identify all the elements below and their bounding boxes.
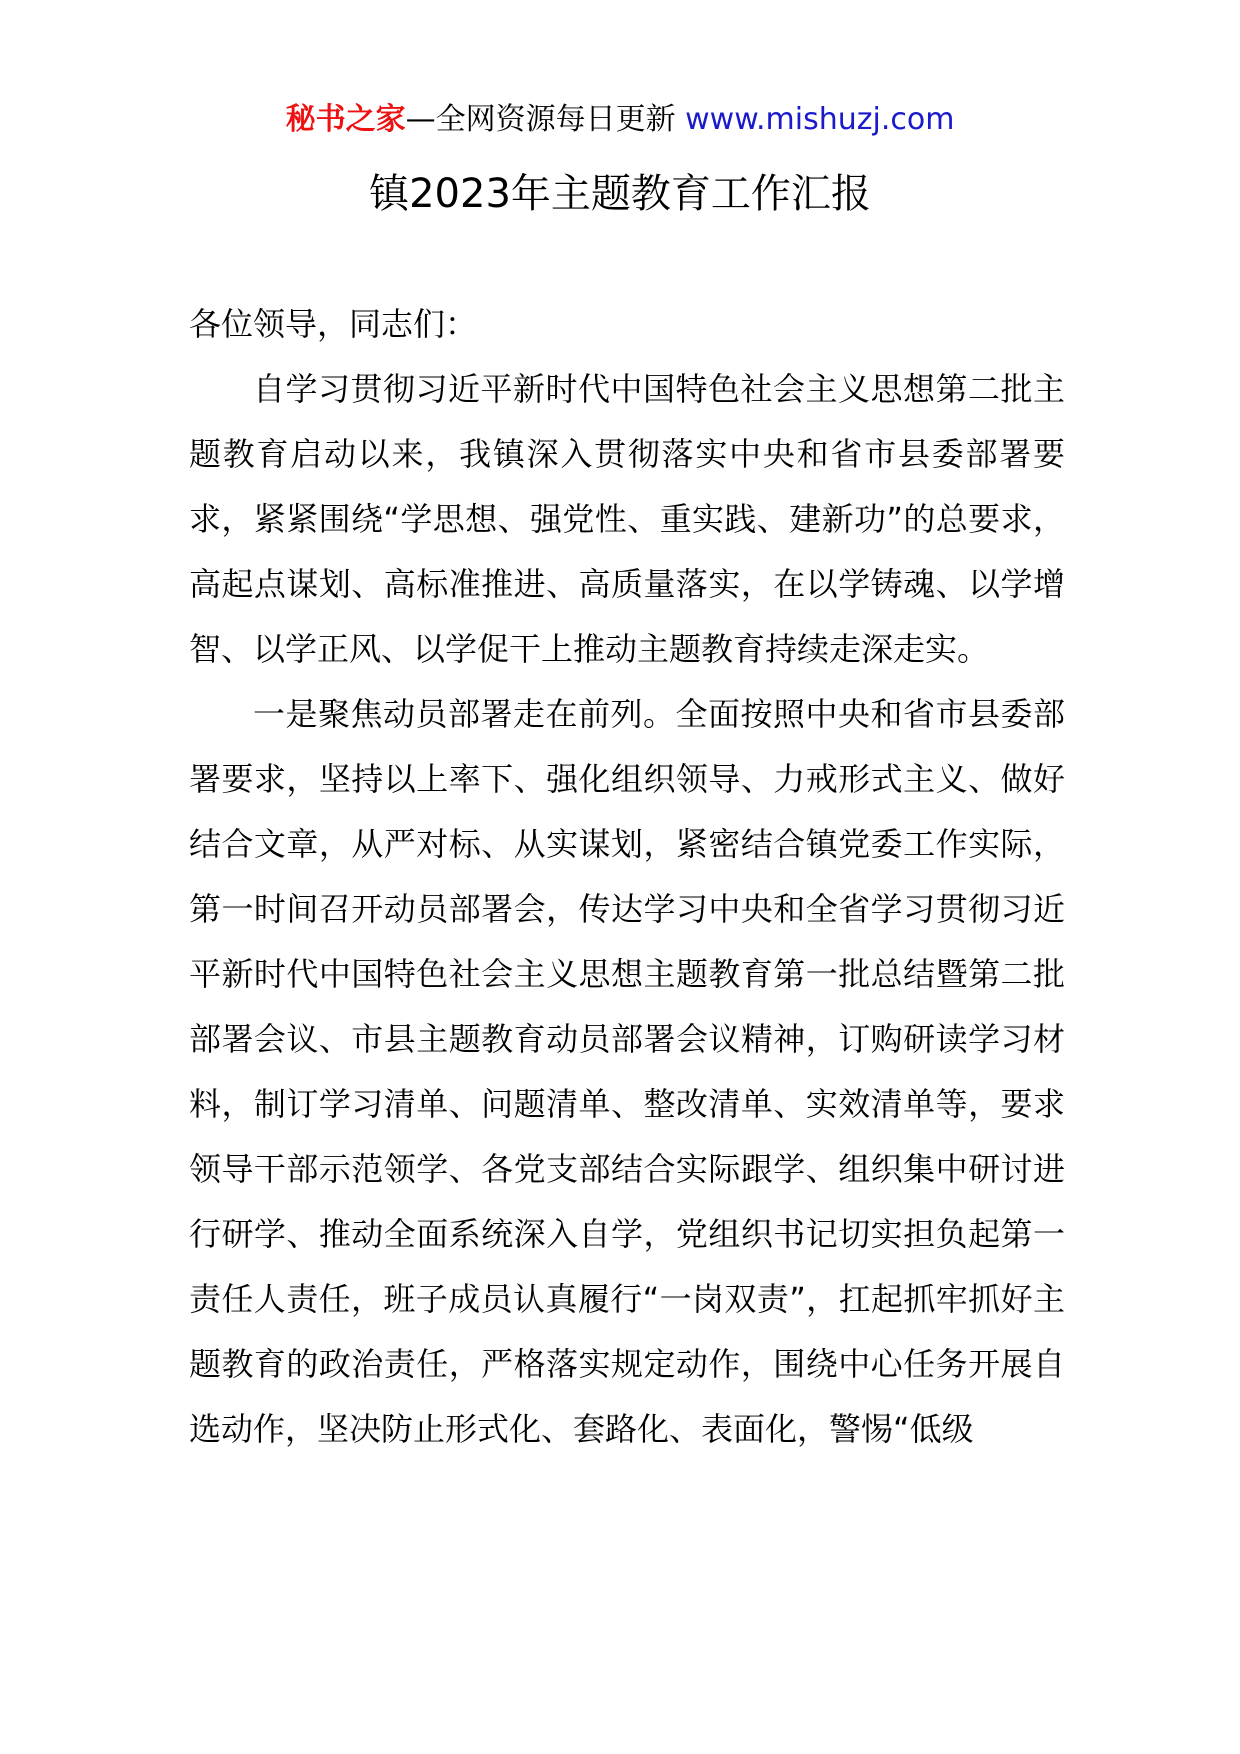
document-title: 镇2023年主题教育工作汇报	[369, 171, 871, 217]
paragraph-mobilization: 一是聚焦动员部署走在前列。全面按照中央和省市县委部署要求，坚持以上率下、强化组织领导、力戒形式主义、做好结合文章，从严对标、从实谋划，紧密结合镇党委工作实际，第一时间召开动员部署会，传达学习中央和全省学习贯彻习近平新时代中国特色社会主义思想主题教育第一批总结暨第二批部署会议、市县主题教育动员部署会议精神，订购研读学习材料，制订学习清单、问题清单、整改清单、实效清单等，要求领导干部示范领学、各党支部结合实际跟学、组织集中研讨进行研学、推动全面系统深入自学，党组织书记切实担负起第一责任人责任，班子成员认真履行“一岗双责”，扛起抓牢抓好主题教育的政治责任，严格落实规定动作，围绕中心任务开展自选动作，坚决防止形式化、套路化、表面化，警惕“低级	[189, 695, 1065, 1448]
document-body	[189, 292, 1065, 1462]
header-tagline: —全网资源每日更新	[405, 102, 676, 137]
brand-name: 秘书之家	[285, 102, 406, 137]
paragraph-intro: 自学习贯彻习近平新时代中国特色社会主义思想第二批主题教育启动以来，我镇深入贯彻落实中央和省市县委部署要求，紧紧围绕“学思想、强党性、重实践、建新功”的总要求，高起点谋划、高标准推进、高质量落实，在以学铸魂、以学增智、以学正风、以学促干上推动主题教育持续走深走实。	[189, 370, 1065, 668]
site-url-link[interactable]: www.mishuzj.com	[685, 102, 955, 137]
source-header	[0, 100, 1240, 140]
salutation: 各位领导，同志们：	[189, 305, 478, 343]
